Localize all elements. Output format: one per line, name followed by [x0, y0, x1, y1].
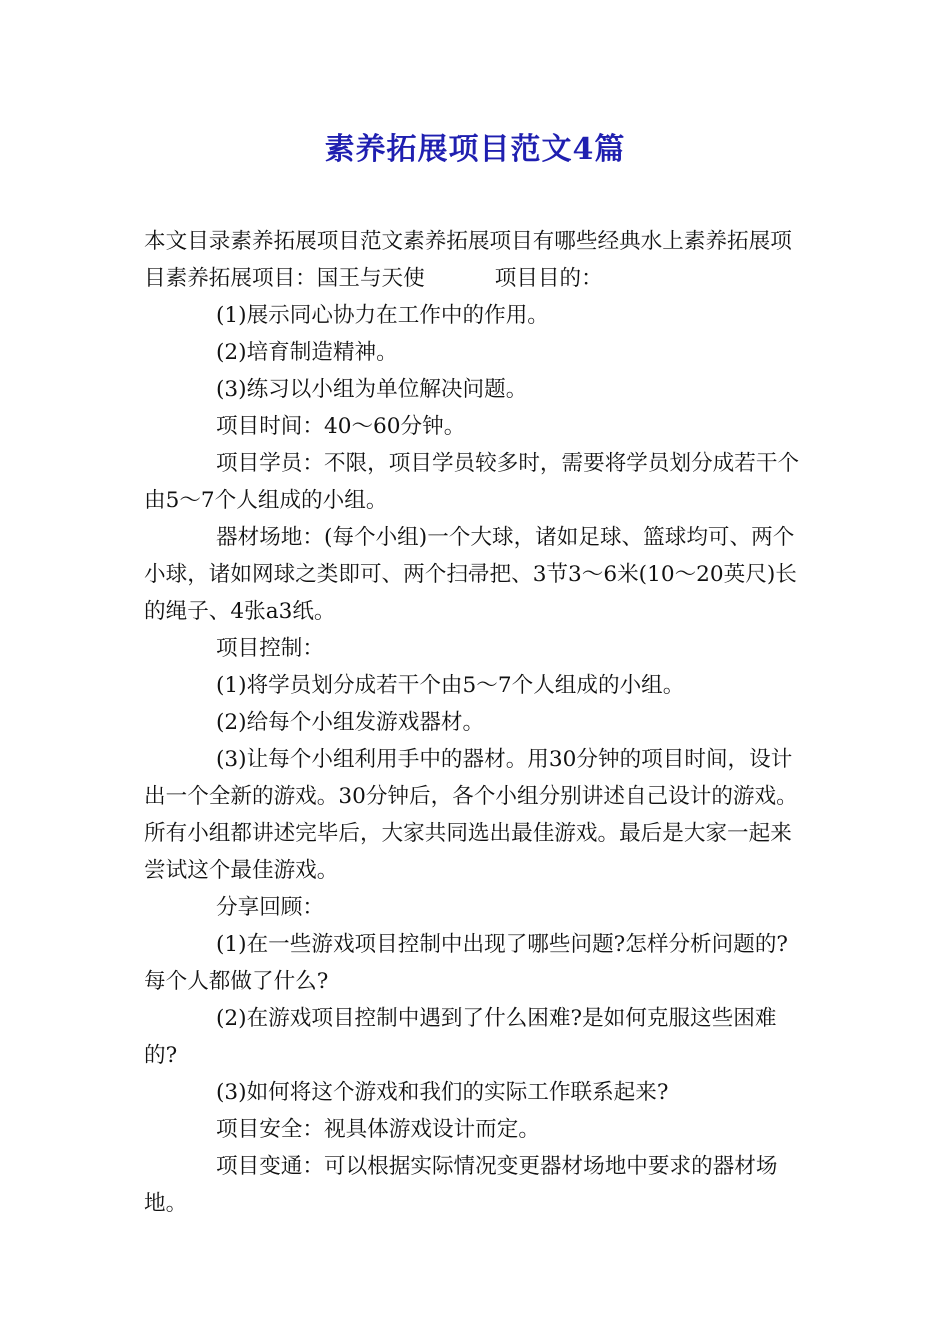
paragraph: (2)给每个小组发游戏器材。 [216, 710, 485, 735]
paragraph: 分享回顾： [216, 895, 324, 920]
paragraph: (3)如何将这个游戏和我们的实际工作联系起来? [216, 1080, 669, 1105]
paragraph: 项目变通：可以根据实际情况变更器材场地中要求的器材场地。 [144, 1154, 778, 1216]
paragraph: (1)将学员划分成若干个由5～7个人组成的小组。 [216, 673, 685, 698]
paragraph: (3)让每个小组利用手中的器材。用30分钟的项目时间，设计出一个全新的游戏。30分钟后，各个小组分别讲述自己设计的游戏。所有小组都讲述完毕后，大家共同选出最佳游戏。最后是大家一起来尝试这个最佳游戏。 [144, 747, 798, 883]
paragraph: 项目学员：不限，项目学员较多时，需要将学员划分成若干个由5～7个人组成的小组。 [144, 451, 800, 513]
paragraph: 器材场地：(每个小组)一个大球，诸如足球、篮球均可、两个小球，诸如网球之类即可、两个扫帚把、3节3～6米(10～20英尺)长的绳子、4张a3纸。 [144, 525, 797, 624]
paragraph: 项目安全：视具体游戏设计而定。 [216, 1117, 540, 1142]
paragraph: (3)练习以小组为单位解决问题。 [216, 377, 528, 402]
intro-paragraph [144, 223, 806, 297]
paragraph: 项目控制： [216, 636, 324, 661]
paragraph: (2)培育制造精神。 [216, 340, 398, 365]
document-title: 素养拓展项目范文4篇 [324, 132, 626, 167]
paragraph: (1)展示同心协力在工作中的作用。 [216, 303, 549, 328]
intro-after-gap: 项目目的： [494, 266, 603, 291]
paragraph: (1)在一些游戏项目控制中出现了哪些问题?怎样分析问题的?每个人都做了什么? [144, 932, 788, 994]
intro-text: 本文目录素养拓展项目范文素养拓展项目有哪些经典水上素养拓展项目素养拓展项目：国王与天使 [144, 229, 792, 291]
paragraph: (2)在游戏项目控制中遇到了什么困难?是如何克服这些困难的? [144, 1006, 777, 1068]
document-body [144, 223, 806, 1222]
paragraph: 项目时间：40～60分钟。 [216, 414, 466, 439]
